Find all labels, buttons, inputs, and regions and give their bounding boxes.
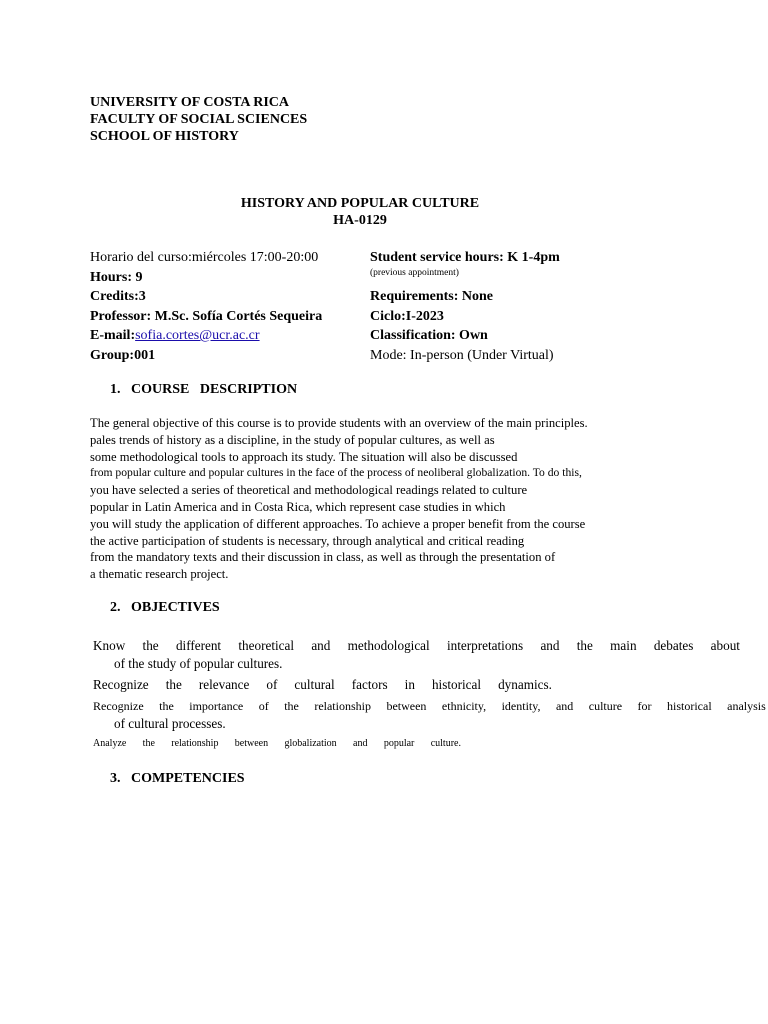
- objective-word: culture: [588, 699, 623, 713]
- section-heading-description: [110, 382, 297, 398]
- objective-word: in: [404, 677, 415, 692]
- objective-word: globalization: [284, 738, 337, 749]
- email-link[interactable]: sofia.cortes@ucr.ac.cr: [135, 328, 260, 343]
- description-line: The general objective of this course is to provide students with an overview of the main principles.: [90, 416, 588, 430]
- section-number: 2.: [110, 600, 121, 615]
- objective-word: relationship: [314, 699, 371, 713]
- description-line: some methodological tools to approach its study. The situation will also be discussed: [90, 449, 518, 464]
- objective-word: and: [555, 699, 574, 713]
- course-classification: Classification: Own: [370, 328, 488, 343]
- description-line: from popular culture and popular cultures in the face of the process of neoliberal globalization. To do this,: [90, 466, 582, 480]
- objective-word: popular: [383, 738, 415, 749]
- objective-word: analysis: [727, 699, 766, 713]
- student-service-hours: Student service hours: K 1-4pm: [370, 250, 560, 265]
- course-schedule: Horario del curso:miércoles 17:00-20:00: [90, 250, 319, 265]
- objective-word: Recognize: [93, 699, 144, 713]
- course-cycle: Ciclo:I-2023: [370, 309, 444, 324]
- description-line: you have selected a series of theoretical and methodological readings related to culture: [90, 483, 528, 498]
- description-line: popular in Latin America and in Costa Rica, which represent case studies in which: [90, 499, 506, 514]
- section-title: COURSE DESCRIPTION: [131, 382, 298, 397]
- course-hours: Hours: 9: [90, 270, 143, 285]
- objective-word: cultural: [294, 677, 335, 692]
- section-number: 1.: [110, 382, 121, 397]
- objective-continuation: of the study of popular cultures.: [114, 656, 283, 671]
- objective-word: and: [353, 738, 368, 749]
- objective-word: theoretical: [238, 638, 295, 653]
- objective-item: [93, 699, 766, 714]
- professor-email-row: [90, 326, 260, 346]
- email-label: E-mail:: [90, 328, 136, 343]
- objective-item: [93, 638, 740, 654]
- objective-item: [93, 738, 461, 749]
- objective-word: the: [159, 699, 174, 713]
- course-mode: Mode: In-person (Under Virtual): [370, 348, 554, 363]
- objective-word: the: [142, 638, 159, 653]
- objective-word: debates: [653, 638, 694, 653]
- section-heading-objectives: [110, 600, 220, 616]
- course-professor: Professor: M.Sc. Sofía Cortés Sequeira: [90, 309, 323, 324]
- objective-word: and: [311, 638, 331, 653]
- objective-word: relationship: [171, 738, 219, 749]
- objective-continuation: of cultural processes.: [114, 716, 226, 731]
- course-credits: Credits:3: [90, 289, 146, 304]
- objective-word: of: [258, 699, 269, 713]
- objective-word: the: [165, 677, 182, 692]
- objective-word: and: [540, 638, 560, 653]
- objective-item: [93, 677, 552, 693]
- course-code: HA-0129: [333, 213, 387, 228]
- objective-word: historical: [431, 677, 482, 692]
- objective-word: relevance: [198, 677, 250, 692]
- course-requirements: Requirements: None: [370, 289, 494, 304]
- section-number: 3.: [110, 771, 121, 786]
- school-name: SCHOOL OF HISTORY: [90, 129, 239, 144]
- objective-word: Analyze: [93, 738, 127, 749]
- objective-word: historical: [667, 699, 712, 713]
- objective-word: importance: [189, 699, 244, 713]
- objective-word: the: [142, 738, 155, 749]
- course-group: Group:001: [90, 348, 156, 363]
- objective-word: methodological: [347, 638, 430, 653]
- objective-word: for: [637, 699, 652, 713]
- course-description: [90, 415, 588, 583]
- objective-word: about: [710, 638, 740, 653]
- objective-word: different: [175, 638, 222, 653]
- section-title: COMPETENCIES: [131, 771, 245, 786]
- section-title: OBJECTIVES: [131, 600, 220, 615]
- objective-word: main: [610, 638, 637, 653]
- faculty-name: FACULTY OF SOCIAL SCIENCES: [90, 112, 308, 127]
- description-line: the active participation of students is necessary, through analytical and critical reading: [90, 533, 525, 548]
- objective-word: culture.: [430, 738, 461, 749]
- objective-word: interpretations: [446, 638, 524, 653]
- objective-word: the: [576, 638, 593, 653]
- description-line: from the mandatory texts and their discussion in class, as well as through the presentation of: [90, 550, 556, 565]
- objective-word: dynamics.: [498, 677, 552, 692]
- description-line: a thematic research project.: [90, 567, 229, 582]
- university-name: UNIVERSITY OF COSTA RICA: [90, 95, 290, 110]
- objective-word: factors: [351, 677, 388, 692]
- appointment-note: (previous appointment): [370, 268, 459, 278]
- course-title: HISTORY AND POPULAR CULTURE: [240, 196, 480, 211]
- objective-word: ethnicity,: [441, 699, 487, 713]
- objective-word: between: [386, 699, 427, 713]
- objective-word: between: [234, 738, 269, 749]
- description-line: pales trends of history as a discipline, in the study of popular cultures, as well as: [90, 432, 495, 447]
- objective-word: Recognize: [93, 677, 149, 692]
- objective-word: of: [266, 677, 278, 692]
- description-line: you will study the application of different approaches. To achieve a proper benefit from the course: [90, 516, 586, 531]
- objective-word: identity,: [501, 699, 541, 713]
- section-heading-competencies: [110, 771, 245, 787]
- objective-word: Know: [93, 638, 126, 653]
- objective-word: the: [284, 699, 299, 713]
